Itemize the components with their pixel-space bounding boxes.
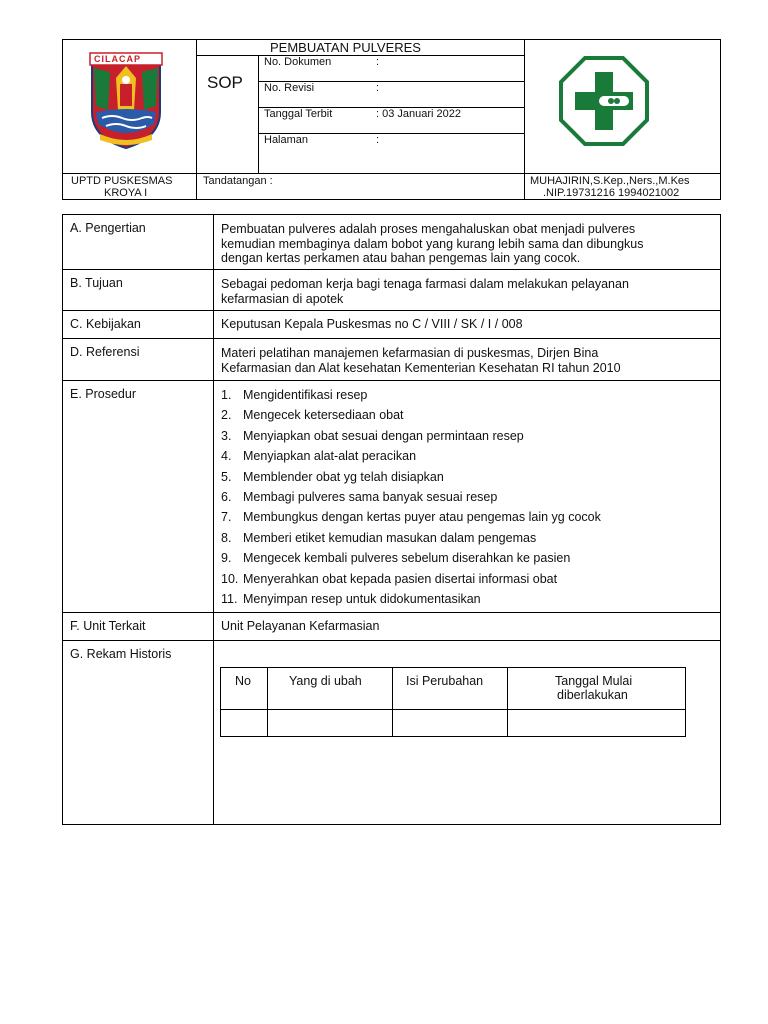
step-number: 6. bbox=[221, 489, 232, 504]
list-item bbox=[221, 388, 713, 408]
org-name-line1: UPTD PUSKESMAS bbox=[71, 175, 173, 187]
step-number: 5. bbox=[221, 469, 232, 484]
referensi-line: Kefarmasian dan Alat kesehatan Kementerian Kesehatan RI tahun 2010 bbox=[221, 360, 621, 375]
list-item bbox=[221, 510, 713, 530]
no-dokumen-label: No. Dokumen bbox=[264, 56, 332, 68]
step-text: Menyiapkan alat-alat peracikan bbox=[243, 449, 417, 464]
step-number: 4. bbox=[221, 449, 232, 464]
step-text: Menyerahkan obat kepada pasien disertai informasi obat bbox=[243, 571, 558, 586]
no-revisi-value: : bbox=[376, 82, 380, 94]
list-item bbox=[221, 490, 713, 510]
history-col-no: No bbox=[235, 674, 251, 688]
step-number: 7. bbox=[221, 510, 232, 525]
section-unit-label: F. Unit Terkait bbox=[70, 619, 146, 633]
section-prosedur-label: E. Prosedur bbox=[70, 387, 137, 401]
document-title: PEMBUATAN PULVERES bbox=[270, 40, 421, 55]
org-name-line2: KROYA I bbox=[104, 187, 148, 199]
no-revisi-label: No. Revisi bbox=[264, 82, 315, 94]
tanggal-terbit-label: Tanggal Terbit bbox=[264, 108, 333, 120]
history-col-date-line1: Tanggal Mulai bbox=[555, 674, 633, 688]
section-pengertian-label: A. Pengertian bbox=[70, 221, 146, 235]
no-dokumen-value: : bbox=[376, 56, 380, 68]
section-tujuan-label: B. Tujuan bbox=[70, 276, 123, 290]
step-text: Membungkus dengan kertas puyer atau pengemas lain yg cocok bbox=[243, 510, 601, 525]
history-col-changed: Yang di ubah bbox=[289, 674, 362, 688]
step-number: 11. bbox=[221, 591, 238, 606]
list-item bbox=[221, 531, 713, 551]
step-text: Mengidentifikasi resep bbox=[243, 388, 368, 402]
list-item bbox=[221, 408, 713, 428]
step-number: 2. bbox=[221, 408, 232, 423]
section-rekam-label: G. Rekam Historis bbox=[70, 647, 172, 661]
signature-label: Tandatangan : bbox=[203, 175, 273, 187]
prosedur-list bbox=[221, 388, 713, 612]
list-item bbox=[221, 551, 713, 571]
head-name: MUHAJIRIN,S.Kep.,Ners.,M.Kes bbox=[530, 175, 690, 187]
pengertian-line: Pembuatan pulveres adalah proses mengahaluskan obat menjadi pulveres bbox=[221, 222, 636, 236]
kebijakan-text: Keputusan Kepala Puskesmas no C / VIII / SK / I / 008 bbox=[221, 317, 523, 331]
unit-text: Unit Pelayanan Kefarmasian bbox=[221, 619, 380, 633]
pengertian-line: kemudian membaginya dalam bobot yang kurang lebih sama dan dibungkus bbox=[221, 236, 644, 251]
halaman-label: Halaman bbox=[264, 134, 309, 146]
step-number: 1. bbox=[221, 388, 232, 402]
step-number: 10. bbox=[221, 571, 239, 586]
halaman-value: : bbox=[376, 134, 380, 146]
pengertian-text bbox=[221, 222, 713, 266]
list-item bbox=[221, 572, 713, 592]
logo-banner-text: CILACAP bbox=[94, 54, 141, 64]
tanggal-terbit-value: : 03 Januari 2022 bbox=[376, 108, 462, 120]
step-number: 9. bbox=[221, 551, 232, 566]
sop-label: SOP bbox=[207, 73, 243, 92]
step-text: Mengecek ketersediaan obat bbox=[243, 408, 404, 423]
step-text: Menyiapkan obat sesuai dengan permintaan resep bbox=[243, 428, 524, 443]
list-item bbox=[221, 449, 713, 469]
tujuan-text bbox=[221, 277, 713, 306]
list-item bbox=[221, 470, 713, 490]
step-text: Mengecek kembali pulveres sebelum diserahkan ke pasien bbox=[243, 551, 571, 566]
section-kebijakan-label: C. Kebijakan bbox=[70, 317, 141, 331]
referensi-text bbox=[221, 346, 713, 375]
pengertian-line: dengan kertas perkamen atau bahan pengemas lain yang cocok. bbox=[221, 251, 581, 265]
list-item bbox=[221, 429, 713, 449]
list-item bbox=[221, 592, 713, 612]
cilacap-regency-logo bbox=[86, 50, 166, 150]
referensi-line: Materi pelatihan manajemen kefarmasian di puskesmas, Dirjen Bina bbox=[221, 346, 599, 360]
tujuan-line: kefarmasian di apotek bbox=[221, 291, 344, 306]
history-col-date-line2: diberlakukan bbox=[557, 688, 628, 702]
head-nip: .NIP.19731216 1994021002 bbox=[543, 187, 680, 199]
puskesmas-logo bbox=[559, 56, 649, 146]
step-number: 8. bbox=[221, 530, 232, 545]
section-referensi-label: D. Referensi bbox=[70, 345, 140, 359]
tujuan-line: Sebagai pedoman kerja bagi tenaga farmasi dalam melakukan pelayanan bbox=[221, 277, 629, 291]
step-text: Menyimpan resep untuk didokumentasikan bbox=[243, 591, 481, 606]
step-text: Membagi pulveres sama banyak sesuai resep bbox=[243, 489, 498, 504]
step-number: 3. bbox=[221, 428, 232, 443]
history-col-content: Isi Perubahan bbox=[406, 674, 484, 688]
step-text: Memberi etiket kemudian masukan dalam pengemas bbox=[243, 530, 537, 545]
step-text: Memblender obat yg telah disiapkan bbox=[243, 469, 444, 484]
